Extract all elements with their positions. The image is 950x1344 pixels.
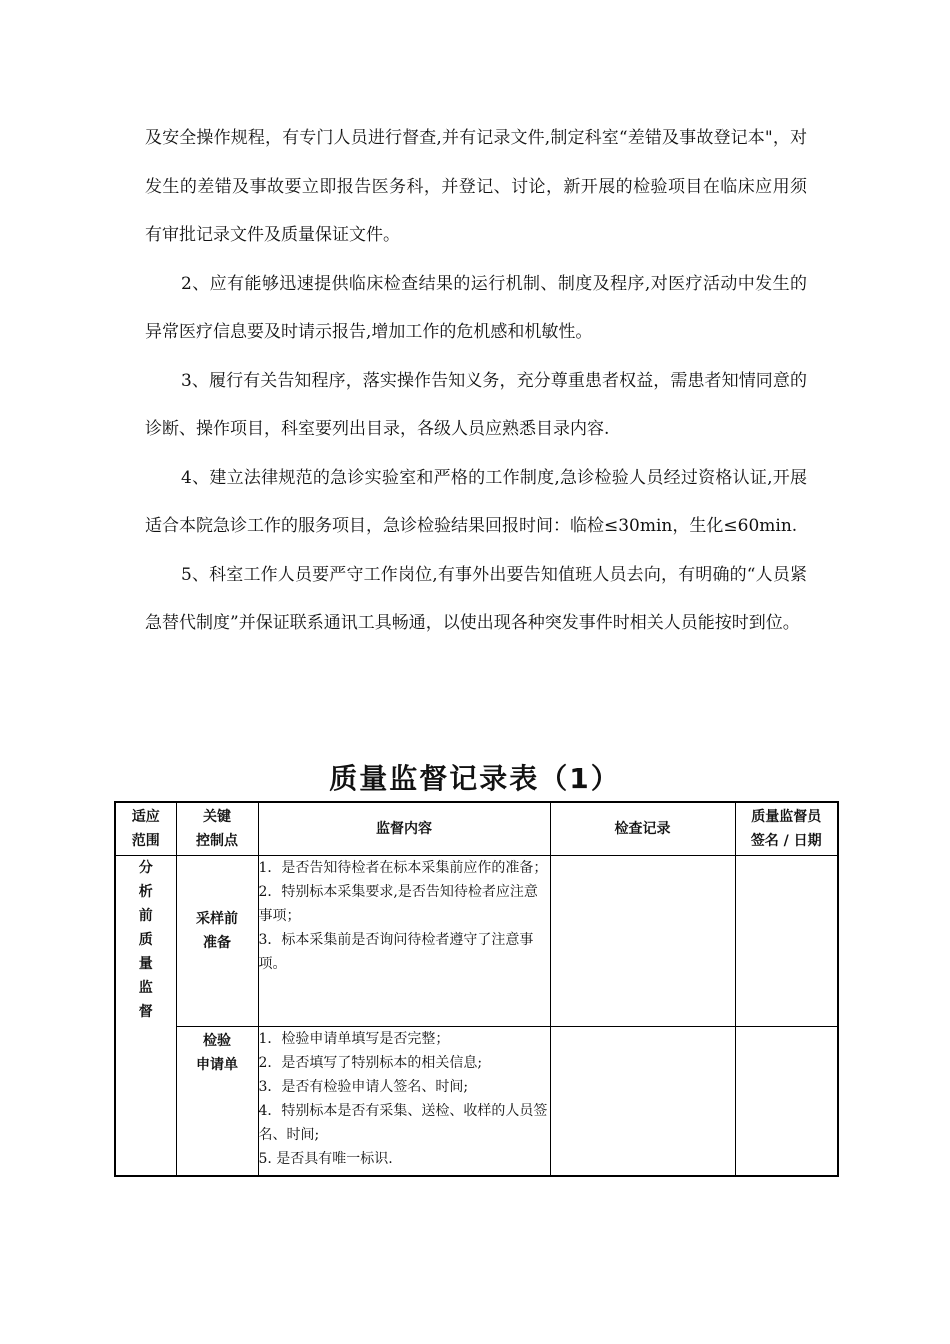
key-point-cell: 检验 申请单: [176, 1027, 258, 1177]
content-cell: [258, 1027, 550, 1177]
record-cell[interactable]: [550, 856, 735, 1027]
header-signature: 质量监督员 签名 / 日期: [735, 802, 838, 856]
paragraph-item-2: 2、应有能够迅速提供临床检查结果的运行机制、制度及程序,对医疗活动中发生的异常医疗信息要及时请示报告,增加工作的危机感和机敏性。: [145, 273, 807, 342]
paragraph-item-5: 5、科室工作人员要严守工作岗位,有事外出要告知值班人员去向，有明确的“人员紧急替代制度”并保证联系通讯工具畅通，以使出现各种突发事件时相关人员能按时到位。: [145, 564, 807, 633]
record-cell[interactable]: [550, 1027, 735, 1177]
content-item: 1．检验申请单填写是否完整；: [258, 1031, 450, 1047]
signature-cell[interactable]: [735, 856, 838, 1027]
content-item: 4．特别标本是否有采集、送检、收样的人员签名、时间;: [258, 1103, 548, 1143]
signature-cell[interactable]: [735, 1027, 838, 1177]
header-key-point: 关键 控制点: [176, 802, 258, 856]
content-item: 2．是否填写了特别标本的相关信息;: [258, 1055, 483, 1071]
quality-supervision-table: [114, 801, 839, 1177]
header-content: 监督内容: [258, 802, 550, 856]
table-header-row: [115, 802, 838, 856]
paragraph-item-4: 4、建立法律规范的急诊实验室和严格的工作制度,急诊检验人员经过资格认证,开展适合本院急诊工作的服务项目，急诊检验结果回报时间：临检≤30min，生化≤60min.: [145, 467, 807, 536]
key-point-cell: 采样前 准备: [176, 856, 258, 1027]
table-title: 质量监督记录表（1）: [329, 762, 621, 795]
header-scope: 适应 范围: [115, 802, 176, 856]
content-item: 2．特别标本采集要求,是否告知待检者应注意事项；: [258, 884, 538, 924]
scope-cell: 分 析 前 质 量 监 督: [115, 856, 176, 1177]
paragraph-continuation: 及安全操作规程，有专门人员进行督查,并有记录文件,制定科室“差错及事故登记本"，对发生的差错及事故要立即报告医务科，并登记、讨论，新开展的检验项目在临床应用须有审批记录文件及质量保证文件。: [145, 128, 807, 245]
content-item: 3．是否有检验申请人签名、时间;: [258, 1079, 469, 1095]
paragraph-item-3: 3、履行有关告知程序，落实操作告知义务，充分尊重患者权益，需患者知情同意的诊断、操作项目，科室要列出目录，各级人员应熟悉目录内容.: [145, 370, 807, 439]
header-record: 检查记录: [550, 802, 735, 856]
content-item: 5. 是否具有唯一标识.: [258, 1151, 393, 1167]
table-row: [115, 1027, 838, 1177]
body-text: [145, 114, 807, 648]
content-item: 3．标本采集前是否询问待检者遵守了注意事项。: [258, 932, 534, 972]
table-row: [115, 856, 838, 1027]
content-item: 1．是否告知待检者在标本采集前应作的准备；: [258, 860, 548, 876]
content-cell: [258, 856, 550, 1027]
